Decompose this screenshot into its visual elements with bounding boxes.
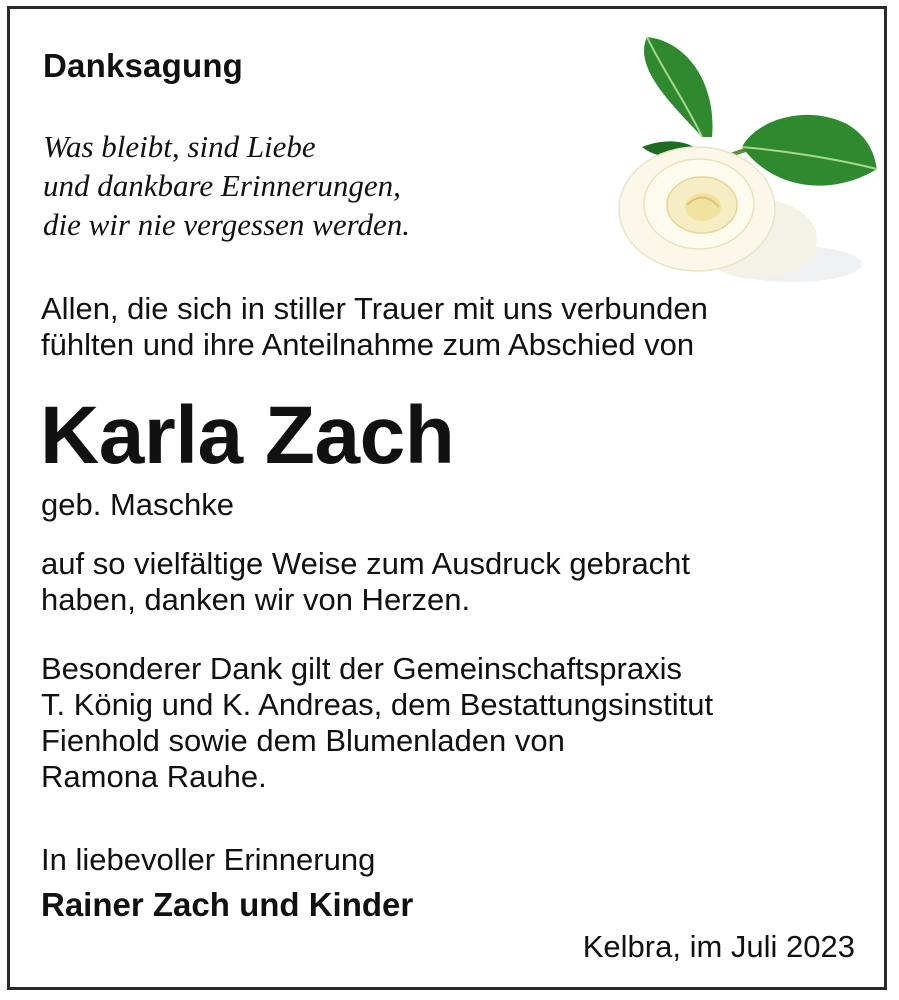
notice-card	[7, 6, 887, 990]
notice-heading: Danksagung	[43, 47, 244, 84]
signers: Rainer Zach und Kinder	[41, 886, 414, 923]
place-and-date: Kelbra, im Juli 2023	[582, 929, 855, 964]
text-line: Besonderer Dank gilt der Gemeinschaftspraxis	[41, 651, 682, 686]
text-line: T. König und K. Andreas, dem Bestattungsinstitut	[41, 687, 714, 722]
text-line: haben, danken wir von Herzen.	[41, 582, 471, 617]
text-line: fühlten und ihre Anteilnahme zum Abschied von	[41, 327, 695, 362]
thanks-paragraph	[41, 546, 690, 618]
verse-line: und dankbare Erinnerungen,	[43, 168, 401, 203]
text-line: auf so vielfältige Weise zum Ausdruck gebracht	[41, 546, 691, 581]
verse-line: die wir nie vergessen werden.	[43, 207, 411, 242]
special-thanks-paragraph	[41, 651, 713, 795]
text-line: Ramona Rauhe.	[41, 759, 267, 794]
memorial-verse	[43, 127, 410, 244]
text-line: Allen, die sich in stiller Trauer mit uns verbunden	[41, 291, 708, 326]
birth-name: geb. Maschke	[41, 487, 234, 522]
verse-line: Was bleibt, sind Liebe	[43, 129, 316, 164]
text-line: Fienhold sowie dem Blumenladen von	[41, 723, 565, 758]
white-rose-icon	[607, 29, 882, 297]
intro-paragraph	[41, 291, 708, 363]
closing-line: In liebevoller Erinnerung	[41, 842, 376, 877]
deceased-name: Karla Zach	[40, 390, 455, 481]
